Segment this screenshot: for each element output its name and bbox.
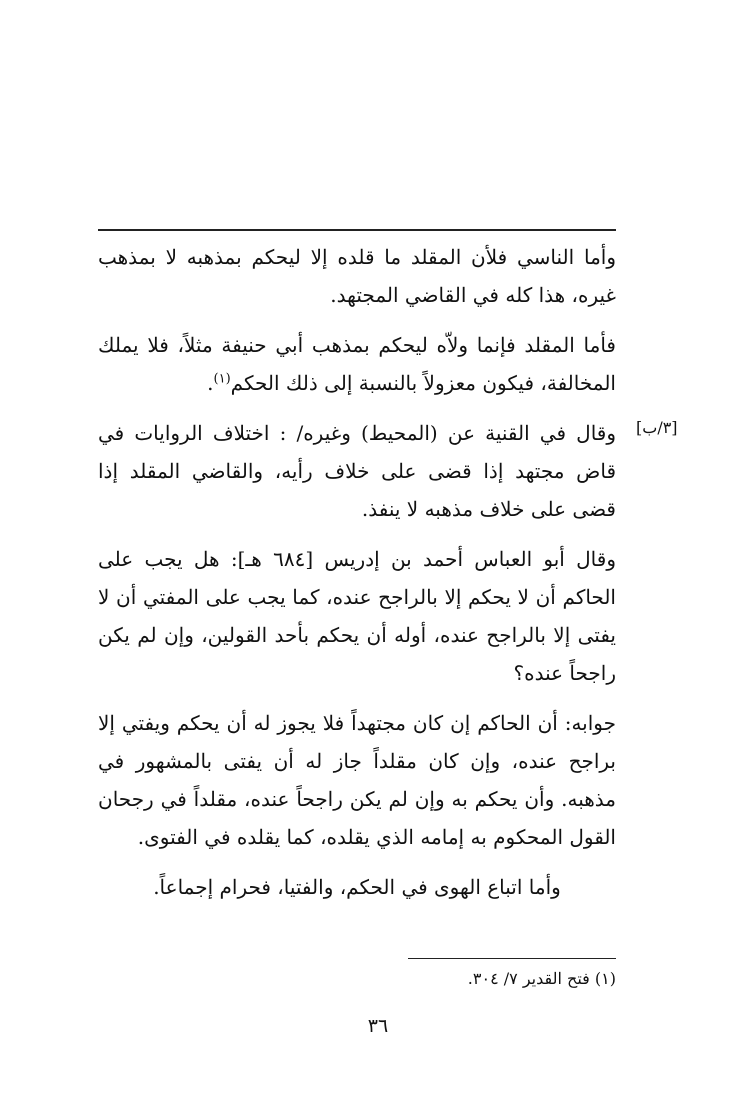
paragraph-4: وقال أبو العباس أحمد بن إدريس [٦٨٤ هـ]: هل يجب على الحاكم أن لا يحكم إلا بالراجح عنده، كما يجب على المفتي أن لا يفتى إلا بالراجح عنده، أوله أن يحكم بأحد القولين، وإن لم يكن راجحاً عنده؟	[98, 547, 616, 685]
paragraph-6: وأما اتباع الهوى في الحكم، والفتيا، فحرام إجماعاً.	[153, 875, 561, 899]
paragraph-5: جوابه: أن الحاكم إن كان مجتهداً فلا يجوز له أن يحكم ويفتي إلا براجح عنده، وإن كان مقلداً جاز له أن يفتى بالمشهور في مذهبه. وأن يحكم به وإن لم يكن راجحاً عنده، مقلداً في رجحان القول المحكوم به إمامه الذي يقلده، كما يقلده في الفتوى.	[98, 711, 616, 849]
footnote-rule	[408, 958, 616, 959]
manuscript-folio-note: [٣/ب]	[636, 418, 678, 437]
paragraph-3: وقال في القنية عن (المحيط) وغيره/ : اختلاف الروايات في قاض مجتهد إذا قضى على خلاف رأيه، والقاضي المقلد إذا قضى على خلاف مذهبه لا ينفذ.	[98, 421, 616, 521]
paragraph-1: وأما الناسي فلأن المقلد ما قلده إلا ليحكم بمذهبه لا بمذهب غيره، هذا كله في القاضي المجتهد.	[98, 245, 616, 307]
paragraph-2-text: فأما المقلد فإنما ولاّه ليحكم بمذهب أبي حنيفة مثلاً، فلا يملك المخالفة، فيكون معزولاً بالنسبة إلى ذلك الحكم	[98, 333, 616, 395]
footnote: (١) فتح القدير ٧/ ٣٠٤.	[467, 969, 616, 988]
header-rule	[98, 229, 616, 231]
paragraph-2	[98, 326, 616, 402]
page-number: ٣٦	[367, 1015, 389, 1037]
footnote-reference: (١)	[213, 371, 231, 387]
main-text	[98, 238, 616, 918]
paragraph-2-end: .	[207, 371, 214, 395]
